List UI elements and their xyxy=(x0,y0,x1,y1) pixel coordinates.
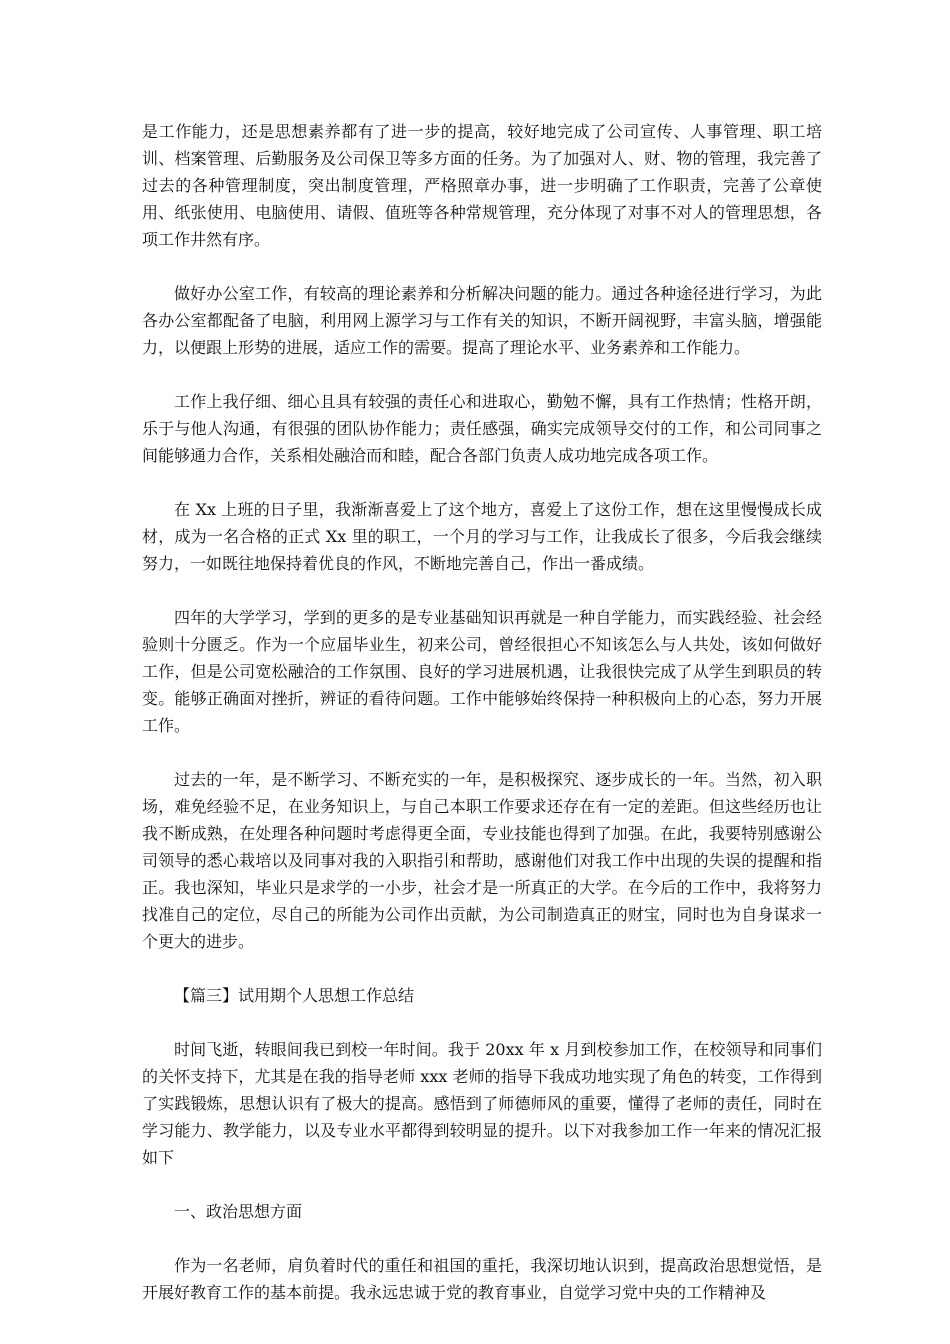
paragraph-work-ability: 是工作能力，还是思想素养都有了进一步的提高，较好地完成了公司宣传、人事管理、职工培训、档案管理、后勤服务及公司保卫等多方面的任务。为了加强对人、财、物的管理，我完善了过去的各种管理制度，突出制度管理，严格照章办事，进一步明确了工作职责，完善了公章使用、纸张使用、电脑使用、请假、值班等各种常规管理，充分体现了对事不对人的管理思想，各项工作井然有序。 xyxy=(142,122,822,249)
paragraph-past-year: 过去的一年，是不断学习、不断充实的一年，是积极探究、逐步成长的一年。当然，初入职场，难免经验不足，在业务知识上，与自己本职工作要求还存在有一定的差距。但这些经历也让我不断成熟，在处理各种问题时考虑得更全面，专业技能也得到了加强。在此，我要特别感谢公司领导的悉心栽培以及同事对我的入职指引和帮助，感谢他们对我工作中出现的失误的提醒和指正。我也深知，毕业只是求学的一小步，社会才是一所真正的大学。在今后的工作中，我将努力找准自己的定位，尽自己的所能为公司作出贡献，为公司制造真正的财宝，同时也为自身谋求一个更大的进步。 xyxy=(142,770,822,951)
paragraph-growth: 在 Xx 上班的日子里，我渐渐喜爱上了这个地方，喜爱上了这份工作，想在这里慢慢成长成材，成为一名合格的正式 Xx 里的职工，一个月的学习与工作，让我成长了很多，今后我会继续努力，一如既往地保持着优良的作风，不断地完善自己，作出一番成绩。 xyxy=(142,500,822,573)
paragraph-political-thought: 作为一名老师，肩负着时代的重任和祖国的重托，我深切地认识到，提高政治思想觉悟，是开展好教育工作的基本前提。我永远忠诚于党的教育事业，自觉学习党中央的工作精神及 xyxy=(142,1256,822,1302)
paragraph-office-work: 做好办公室工作，有较高的理论素养和分析解决问题的能力。通过各种途径进行学习，为此各办公室都配备了电脑，利用网上源学习与工作有关的知识，不断开阔视野，丰富头脑，增强能力，以便跟上形势的进展，适应工作的需要。提高了理论水平、业务素养和工作能力。 xyxy=(142,284,822,357)
document-body xyxy=(142,118,822,1306)
paragraph-teacher-intro: 时间飞逝，转眼间我已到校一年时间。我于 20xx 年 x 月到校参加工作，在校领导和同事们的关怀支持下，尤其是在我的指导老师 xxx 老师的指导下我成功地实现了角色的转变，工作得到了实践锻炼，思想认识有了极大的提高。感悟到了师德师风的重要，懂得了老师的责任，同时在学习能力、教学能力，以及专业水平都得到较明显的提升。以下对我参加工作一年来的情况汇报如下 xyxy=(142,1040,822,1167)
subheading-political-thought: 一、政治思想方面 xyxy=(174,1202,303,1221)
paragraph-university: 四年的大学学习，学到的更多的是专业基础知识再就是一种自学能力，而实践经验、社会经验则十分匮乏。作为一个应届毕业生，初来公司，曾经很担心不知该怎么与人共处，该如何做好工作，但是公司宽松融洽的工作氛围、良好的学习进展机遇，让我很快完成了从学生到职员的转变。能够正确面对挫折，辨证的看待问题。工作中能够始终保持一种积极向上的心态，努力开展工作。 xyxy=(142,608,822,735)
section-heading-part-three: 【篇三】试用期个人思想工作总结 xyxy=(174,986,415,1005)
paragraph-responsibility: 工作上我仔细、细心且具有较强的责任心和进取心，勤勉不懈，具有工作热情；性格开朗，乐于与他人沟通，有很强的团队协作能力；责任感强，确实完成领导交付的工作，和公司同事之间能够通力合作，关系相处融洽而和睦，配合各部门负责人成功地完成各项工作。 xyxy=(142,392,822,465)
